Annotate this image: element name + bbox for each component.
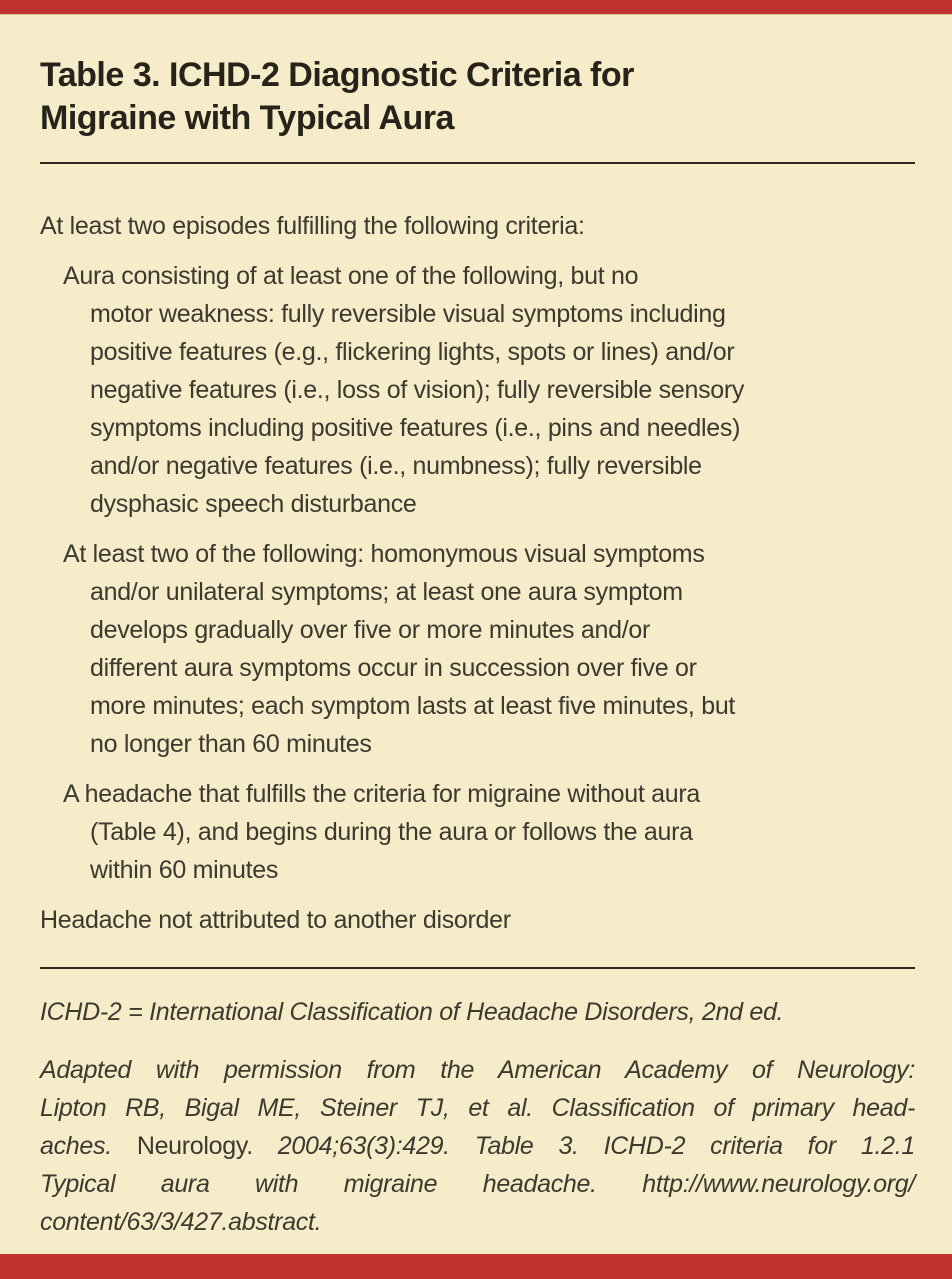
divider-line-top: [40, 162, 915, 164]
criteria-line: different aura symptoms occur in succession over five or: [90, 654, 697, 682]
citation-article-fragment: aches.: [40, 1132, 137, 1160]
criteria-line: dysphasic speech disturbance: [90, 490, 417, 518]
criteria-line: and/or unilateral symptoms; at least one aura symptom: [90, 578, 683, 606]
criteria-line: At least two of the following: homonymous visual symptoms: [63, 540, 705, 568]
criteria-line: A headache that fulfills the criteria for migraine without aura: [63, 780, 701, 808]
table-figure: [0, 54, 952, 1241]
citation-line: [40, 1127, 915, 1165]
table-title-line-1: Table 3. ICHD-2 Diagnostic Criteria for: [40, 56, 634, 94]
footnotes: [40, 993, 915, 1241]
citation-reference-fragment: 2004;63(3):429. Table 3. ICHD-2 criteria for 1.2.1: [277, 1132, 915, 1160]
citation-url-line: content/63/3/427.abstract.: [40, 1208, 322, 1236]
criteria-line: more minutes; each symptom lasts at least five minutes, but: [90, 692, 736, 720]
criteria-group: [40, 257, 915, 523]
criteria-line: negative features (i.e., loss of vision); fully reversible sensory: [90, 376, 745, 404]
criteria-line: and/or negative features (i.e., numbness); fully reversible: [90, 452, 702, 480]
criteria-line: Headache not attributed to another disorder: [40, 906, 511, 934]
criteria-line: positive features (e.g., flickering lights, spots or lines) and/or: [90, 338, 735, 366]
criteria-line: At least two episodes fulfilling the following criteria:: [40, 212, 585, 240]
table-title-line-2: Migraine with Typical Aura: [40, 99, 454, 137]
divider-line-bottom: [40, 967, 915, 969]
abbreviation-note: ICHD-2 = International Classification of Headache Disorders, 2nd ed.: [40, 998, 784, 1026]
criteria-line: (Table 4), and begins during the aura or follows the aura: [90, 818, 693, 846]
criteria-list: [40, 207, 915, 939]
criteria-group: [40, 207, 915, 245]
citation-line: Typical aura with migraine headache. http://www.neurology.org/: [40, 1170, 915, 1198]
criteria-line: no longer than 60 minutes: [90, 730, 372, 758]
criteria-group: [40, 901, 915, 939]
criteria-line: motor weakness: fully reversible visual symptoms including: [90, 300, 726, 328]
citation-note: [40, 1051, 915, 1241]
citation-line: Lipton RB, Bigal ME, Steiner TJ, et al. Classification of primary head-: [40, 1094, 915, 1122]
criteria-group: [40, 775, 915, 889]
criteria-group: [40, 535, 915, 763]
top-red-border: [0, 0, 952, 15]
criteria-line: symptoms including positive features (i.e., pins and needles): [90, 414, 741, 442]
table-title: [40, 54, 915, 140]
bottom-red-border: [0, 1254, 952, 1279]
citation-journal-name: Neurology.: [136, 1132, 278, 1160]
criteria-line: Aura consisting of at least one of the following, but no: [63, 262, 639, 290]
criteria-line: develops gradually over five or more minutes and/or: [90, 616, 650, 644]
citation-line: Adapted with permission from the American Academy of Neurology:: [40, 1056, 915, 1084]
criteria-line: within 60 minutes: [90, 856, 279, 884]
